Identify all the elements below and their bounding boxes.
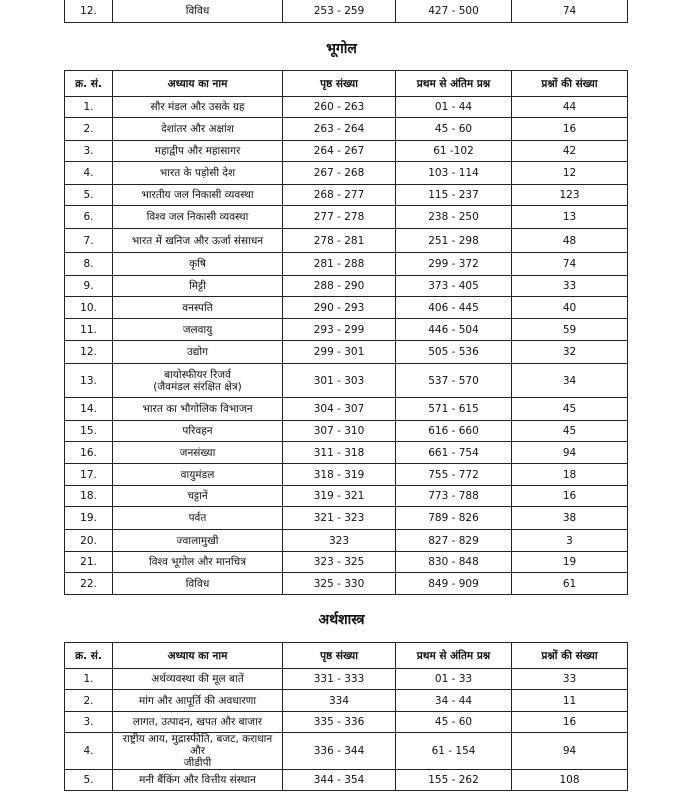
- chapter-name-cell: सौर मंडल और उसके ग्रह: [113, 97, 283, 118]
- pages-cell: 267 - 268: [283, 162, 396, 185]
- pages-cell: 293 - 299: [283, 319, 396, 341]
- header-chapter-name: अध्याय का नाम: [113, 643, 283, 669]
- question-count-cell: 33: [512, 669, 628, 690]
- pages-cell: 278 - 281: [283, 229, 396, 253]
- serial-cell: 11.: [65, 319, 113, 341]
- chapter-name-cell: भारत का भौगोलिक विभाजन: [113, 398, 283, 421]
- serial-cell: 13.: [65, 364, 113, 398]
- question-count-cell: 94: [512, 733, 628, 770]
- serial-cell: 2.: [65, 118, 113, 141]
- table-row: [65, 185, 628, 206]
- pages-cell: 253 - 259: [283, 0, 396, 23]
- table-row: [65, 141, 628, 162]
- serial-cell: 18.: [65, 486, 113, 507]
- pages-cell: 260 - 263: [283, 97, 396, 118]
- question-range-cell: 61 -102: [396, 141, 512, 162]
- question-count-cell: 48: [512, 229, 628, 253]
- header-question-count: प्रश्नों की संख्या: [512, 71, 628, 97]
- table-row: [65, 573, 628, 595]
- previous-section-table: [64, 0, 628, 23]
- pages-cell: 344 - 354: [283, 770, 396, 791]
- pages-cell: 335 - 336: [283, 712, 396, 733]
- question-range-cell: 427 - 500: [396, 0, 512, 23]
- question-range-cell: 45 - 60: [396, 712, 512, 733]
- table-row: [65, 669, 628, 690]
- chapter-name-cell: अर्थव्यवस्था की मूल बातें: [113, 669, 283, 690]
- chapter-name-cell: ज्वालामुखी: [113, 530, 283, 552]
- question-range-cell: 299 - 372: [396, 253, 512, 276]
- table-row: [65, 770, 628, 791]
- question-count-cell: 13: [512, 206, 628, 229]
- question-count-cell: 61: [512, 573, 628, 595]
- chapter-name-line-2: (जैवमंडल संरक्षित क्षेत्र): [153, 380, 242, 393]
- pages-cell: 264 - 267: [283, 141, 396, 162]
- question-count-cell: 94: [512, 442, 628, 464]
- table-row: [65, 552, 628, 573]
- table-row: [65, 530, 628, 552]
- serial-cell: 12.: [65, 0, 113, 23]
- pages-cell: 268 - 277: [283, 185, 396, 206]
- question-range-cell: 238 - 250: [396, 206, 512, 229]
- question-count-cell: 16: [512, 712, 628, 733]
- question-count-cell: 38: [512, 507, 628, 530]
- table-row: [65, 421, 628, 442]
- table-row: [65, 464, 628, 486]
- question-range-cell: 373 - 405: [396, 276, 512, 297]
- pages-cell: 323: [283, 530, 396, 552]
- header-chapter-name: अध्याय का नाम: [113, 71, 283, 97]
- header-question-count: प्रश्नों की संख्या: [512, 643, 628, 669]
- pages-cell: 281 - 288: [283, 253, 396, 276]
- economics-table: [64, 642, 628, 791]
- serial-cell: 1.: [65, 97, 113, 118]
- chapter-name-cell: लागत, उत्पादन, खपत और बाजार: [113, 712, 283, 733]
- header-row: [65, 643, 628, 669]
- question-count-cell: 74: [512, 253, 628, 276]
- question-range-cell: 45 - 60: [396, 118, 512, 141]
- serial-cell: 2.: [65, 690, 113, 712]
- serial-cell: 15.: [65, 421, 113, 442]
- table-row: [65, 253, 628, 276]
- question-range-cell: 505 - 536: [396, 341, 512, 364]
- question-range-cell: 571 - 615: [396, 398, 512, 421]
- question-count-cell: 42: [512, 141, 628, 162]
- serial-cell: 5.: [65, 770, 113, 791]
- chapter-name-cell: चट्टानें: [113, 486, 283, 507]
- serial-cell: 21.: [65, 552, 113, 573]
- question-range-cell: 537 - 570: [396, 364, 512, 398]
- chapter-name-cell: विविध: [113, 0, 283, 23]
- table-row: [65, 162, 628, 185]
- question-range-cell: 773 - 788: [396, 486, 512, 507]
- serial-cell: 6.: [65, 206, 113, 229]
- geography-rows: [65, 97, 628, 595]
- table-row: [65, 276, 628, 297]
- pages-cell: 299 - 301: [283, 341, 396, 364]
- question-count-cell: 45: [512, 421, 628, 442]
- chapter-name-cell: विश्व जल निकासी व्यवस्था: [113, 206, 283, 229]
- chapter-name-cell: जनसंख्या: [113, 442, 283, 464]
- serial-cell: 10.: [65, 297, 113, 319]
- question-count-cell: 3: [512, 530, 628, 552]
- header-serial: क्र. सं.: [65, 71, 113, 97]
- question-range-cell: 115 - 237: [396, 185, 512, 206]
- question-count-cell: 33: [512, 276, 628, 297]
- pages-cell: 304 - 307: [283, 398, 396, 421]
- question-count-cell: 18: [512, 464, 628, 486]
- pages-cell: 288 - 290: [283, 276, 396, 297]
- chapter-name-cell: भारतीय जल निकासी व्यवस्था: [113, 185, 283, 206]
- table-row: [65, 507, 628, 530]
- question-range-cell: 61 - 154: [396, 733, 512, 770]
- chapter-name-line-1: राष्ट्रीय आय, मुद्रास्फीति, बजट, कराधान और: [122, 733, 273, 757]
- question-range-cell: 251 - 298: [396, 229, 512, 253]
- serial-cell: 16.: [65, 442, 113, 464]
- question-range-cell: 830 - 848: [396, 552, 512, 573]
- economics-heading: अर्थशास्त्र: [318, 612, 365, 628]
- serial-cell: 5.: [65, 185, 113, 206]
- pages-cell: 311 - 318: [283, 442, 396, 464]
- table-row: [65, 229, 628, 253]
- question-count-cell: 44: [512, 97, 628, 118]
- table-row: [65, 319, 628, 341]
- pages-cell: 321 - 323: [283, 507, 396, 530]
- pages-cell: 307 - 310: [283, 421, 396, 442]
- table-row: [65, 364, 628, 398]
- table-row: [65, 690, 628, 712]
- pages-cell: 336 - 344: [283, 733, 396, 770]
- header-row: [65, 71, 628, 97]
- economics-rows: [65, 669, 628, 791]
- question-count-cell: 123: [512, 185, 628, 206]
- question-range-cell: 01 - 33: [396, 669, 512, 690]
- table-row: [65, 712, 628, 733]
- table-row: [65, 341, 628, 364]
- table-row: [65, 442, 628, 464]
- header-serial: क्र. सं.: [65, 643, 113, 669]
- chapter-name-cell: मिट्टी: [113, 276, 283, 297]
- serial-cell: 8.: [65, 253, 113, 276]
- question-range-cell: 755 - 772: [396, 464, 512, 486]
- chapter-name-cell: विश्व भूगोल और मानचित्र: [113, 552, 283, 573]
- serial-cell: 9.: [65, 276, 113, 297]
- question-count-cell: 45: [512, 398, 628, 421]
- pages-cell: 277 - 278: [283, 206, 396, 229]
- question-range-cell: 155 - 262: [396, 770, 512, 791]
- question-count-cell: 34: [512, 364, 628, 398]
- question-range-cell: 827 - 829: [396, 530, 512, 552]
- chapter-name-cell: परिवहन: [113, 421, 283, 442]
- chapter-name-cell: मांग और आपूर्ति की अवधारणा: [113, 690, 283, 712]
- pages-cell: 318 - 319: [283, 464, 396, 486]
- question-range-cell: 406 - 445: [396, 297, 512, 319]
- question-range-cell: 789 - 826: [396, 507, 512, 530]
- table-row: [65, 0, 628, 23]
- geography-heading: भूगोल: [326, 41, 357, 57]
- chapter-name-cell: मनी बैंकिंग और वित्तीय संस्थान: [113, 770, 283, 791]
- question-count-cell: 74: [512, 0, 628, 23]
- chapter-name-cell: भारत में खनिज और ऊर्जा संसाधन: [113, 229, 283, 253]
- question-count-cell: 40: [512, 297, 628, 319]
- pages-cell: 323 - 325: [283, 552, 396, 573]
- table-row: [65, 118, 628, 141]
- serial-cell: 19.: [65, 507, 113, 530]
- chapter-name-cell: वायुमंडल: [113, 464, 283, 486]
- table-row: [65, 398, 628, 421]
- chapter-name-cell: [113, 733, 283, 770]
- question-range-cell: 661 - 754: [396, 442, 512, 464]
- chapter-name-cell: भारत के पड़ोसी देश: [113, 162, 283, 185]
- serial-cell: 4.: [65, 733, 113, 770]
- pages-cell: 301 - 303: [283, 364, 396, 398]
- serial-cell: 3.: [65, 712, 113, 733]
- serial-cell: 4.: [65, 162, 113, 185]
- question-count-cell: 16: [512, 118, 628, 141]
- table-row: [65, 733, 628, 770]
- chapter-name-line-1: बायोस्फीयर रिजर्व: [164, 368, 231, 381]
- table-row: [65, 297, 628, 319]
- question-range-cell: 849 - 909: [396, 573, 512, 595]
- pages-cell: 331 - 333: [283, 669, 396, 690]
- question-range-cell: 616 - 660: [396, 421, 512, 442]
- table-row: [65, 486, 628, 507]
- serial-cell: 14.: [65, 398, 113, 421]
- pages-cell: 325 - 330: [283, 573, 396, 595]
- serial-cell: 12.: [65, 341, 113, 364]
- chapter-name-cell: जलवायु: [113, 319, 283, 341]
- chapter-name-cell: कृषि: [113, 253, 283, 276]
- question-range-cell: 446 - 504: [396, 319, 512, 341]
- question-count-cell: 32: [512, 341, 628, 364]
- question-range-cell: 01 - 44: [396, 97, 512, 118]
- pages-cell: 290 - 293: [283, 297, 396, 319]
- pages-cell: 319 - 321: [283, 486, 396, 507]
- table-row: [65, 206, 628, 229]
- question-count-cell: 12: [512, 162, 628, 185]
- chapter-name-cell: विविध: [113, 573, 283, 595]
- question-count-cell: 11: [512, 690, 628, 712]
- question-count-cell: 108: [512, 770, 628, 791]
- header-pages: पृष्ठ संख्या: [283, 71, 396, 97]
- question-count-cell: 16: [512, 486, 628, 507]
- table-row: [65, 97, 628, 118]
- chapter-name-line-2: जीडीपी: [183, 757, 212, 769]
- serial-cell: 7.: [65, 229, 113, 253]
- serial-cell: 1.: [65, 669, 113, 690]
- serial-cell: 17.: [65, 464, 113, 486]
- question-count-cell: 19: [512, 552, 628, 573]
- chapter-name-cell: वनस्पति: [113, 297, 283, 319]
- geography-table: [64, 70, 628, 595]
- chapter-name-cell: महाद्वीप और महासागर: [113, 141, 283, 162]
- chapter-name-cell: [113, 364, 283, 398]
- chapter-name-cell: देशांतर और अक्षांश: [113, 118, 283, 141]
- header-pages: पृष्ठ संख्या: [283, 643, 396, 669]
- chapter-name-cell: उद्योग: [113, 341, 283, 364]
- pages-cell: 334: [283, 690, 396, 712]
- chapter-name-cell: पर्वत: [113, 507, 283, 530]
- question-range-cell: 34 - 44: [396, 690, 512, 712]
- pages-cell: 263 - 264: [283, 118, 396, 141]
- header-question-range: प्रथम से अंतिम प्रश्न: [396, 71, 512, 97]
- question-count-cell: 59: [512, 319, 628, 341]
- question-range-cell: 103 - 114: [396, 162, 512, 185]
- serial-cell: 3.: [65, 141, 113, 162]
- serial-cell: 20.: [65, 530, 113, 552]
- serial-cell: 22.: [65, 573, 113, 595]
- header-question-range: प्रथम से अंतिम प्रश्न: [396, 643, 512, 669]
